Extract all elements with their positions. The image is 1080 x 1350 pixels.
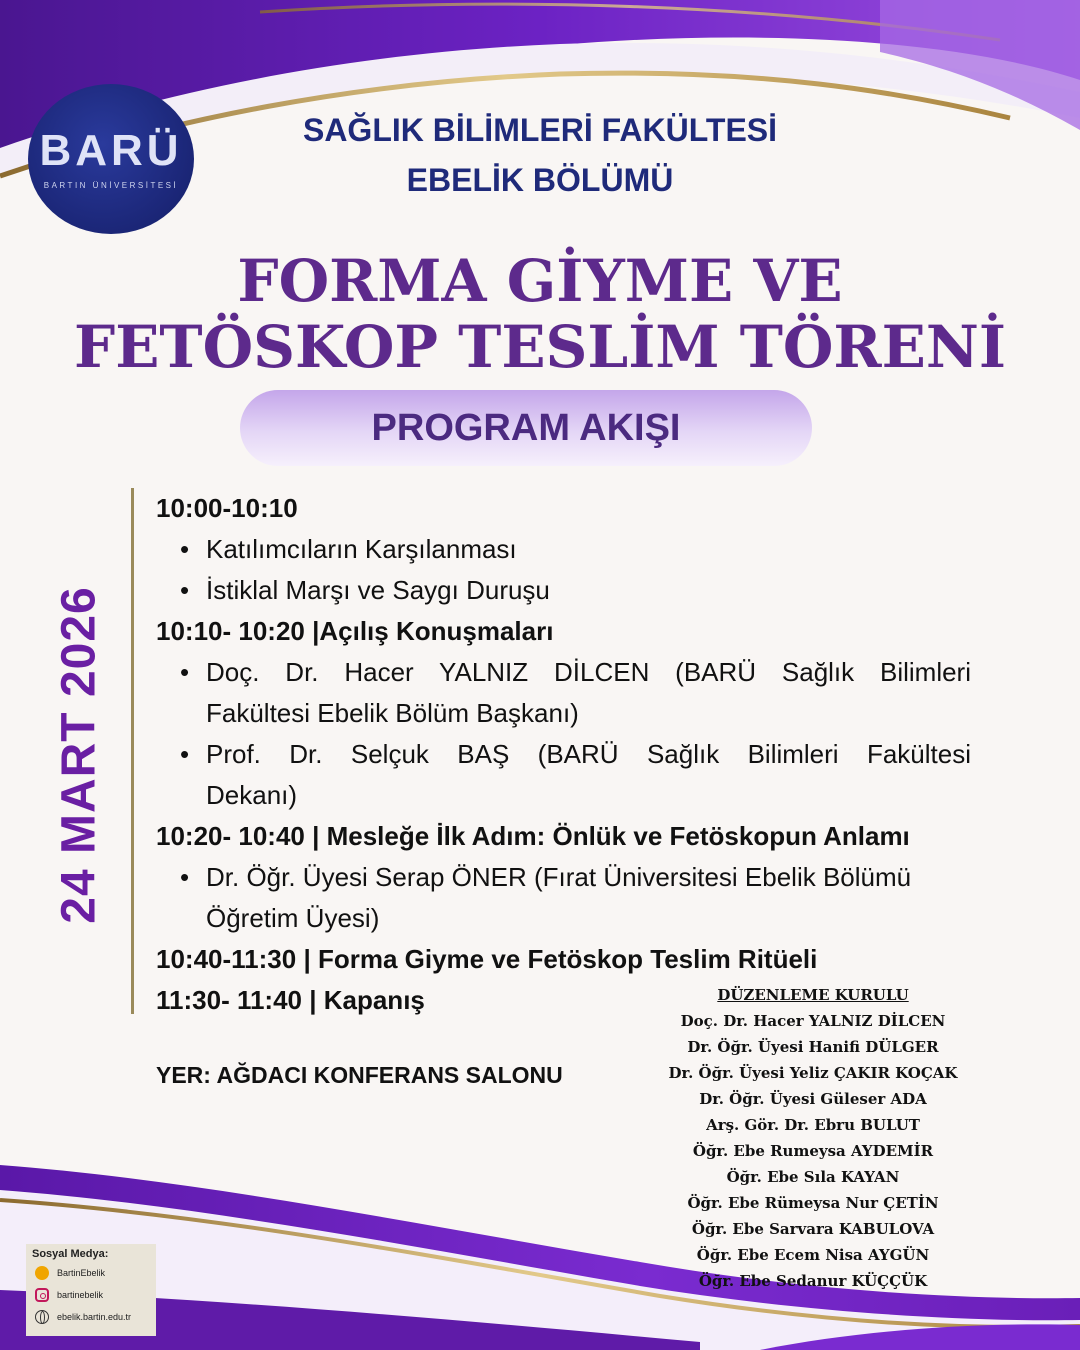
committee-member: Arş. Gör. Dr. Ebru BULUT [706, 1116, 920, 1134]
schedule-item [156, 652, 971, 693]
committee-member: Öğr. Ebe Ecem Nisa AYGÜN [696, 1246, 930, 1264]
schedule-item-text: Doç. Dr. Hacer YALNIZ DİLCEN (BARÜ Sağlık Bilimleri [206, 657, 971, 687]
event-date: 24 MART 2026 [52, 586, 106, 924]
program-flow-banner [240, 390, 812, 466]
schedule-item-continuation: Dekanı) [206, 780, 298, 810]
schedule-item-continuation: Fakültesi Ebelik Bölüm Başkanı) [206, 698, 579, 728]
schedule-heading: 11:30- 11:40 | Kapanış [156, 985, 425, 1015]
committee-member: Öğr. Ebe Rümeysa Nur ÇETİN [687, 1194, 939, 1212]
schedule-heading: 10:20- 10:40 | Mesleğe İlk Adım: Önlük ve Fetöskopun Anlamı [156, 821, 910, 851]
twitter-icon [35, 1266, 49, 1280]
schedule-time: 10:00-10:10 [156, 493, 298, 523]
program-flow-label: PROGRAM AKIŞI [371, 406, 681, 449]
committee-member: Dr. Öğr. Üyesi Hanifi DÜLGER [687, 1038, 939, 1056]
social-media-box [26, 1244, 156, 1336]
schedule-heading: 10:40-11:30 | Forma Giyme ve Fetöskop Teslim Ritüeli [156, 944, 818, 974]
organizing-committee [650, 982, 976, 1294]
twitter-link[interactable] [26, 1262, 156, 1284]
committee-member: Öğr. Ebe Sıla KAYAN [726, 1168, 900, 1186]
schedule-item [156, 570, 971, 611]
schedule-item [156, 529, 971, 570]
schedule-item-text: İstiklal Marşı ve Saygı Duruşu [206, 575, 550, 605]
schedule-item [156, 857, 971, 898]
university-logo [28, 84, 194, 234]
committee-title: DÜZENLEME KURULU [717, 986, 909, 1004]
bullet-icon: • [180, 534, 190, 564]
schedule-item-text: Katılımcıların Karşılanması [206, 534, 517, 564]
schedule-heading: 10:10- 10:20 |Açılış Konuşmaları [156, 616, 554, 646]
venue-label: YER: AĞDACI KONFERANS SALONU [156, 1062, 563, 1088]
program-schedule [156, 488, 971, 1021]
bullet-icon: • [180, 739, 190, 769]
event-title-line2: FETÖSKOP TESLİM TÖRENİ [74, 313, 1006, 381]
committee-member: Öğr. Ebe Rumeysa AYDEMİR [692, 1142, 934, 1160]
instagram-link[interactable] [26, 1284, 156, 1306]
website-url: ebelik.bartin.edu.tr [57, 1312, 132, 1322]
twitter-handle: BartinEbelik [57, 1268, 106, 1278]
committee-member: Doç. Dr. Hacer YALNIZ DİLCEN [680, 1012, 946, 1030]
faculty-name: SAĞLIK BİLİMLERİ FAKÜLTESİ [302, 112, 778, 148]
logo-subtitle: BARTIN ÜNİVERSİTESİ [43, 180, 179, 190]
instagram-icon [35, 1288, 49, 1302]
committee-member: Dr. Öğr. Üyesi Yeliz ÇAKIR KOÇAK [668, 1064, 958, 1082]
logo-wordmark: BARÜ [39, 125, 183, 175]
committee-member: Öğr. Ebe Sedanur KÜÇÇÜK [698, 1272, 928, 1290]
globe-icon [35, 1310, 49, 1324]
schedule-item-continuation: Öğretim Üyesi) [206, 903, 380, 933]
bullet-icon: • [180, 862, 190, 892]
schedule-item-text: Dr. Öğr. Üyesi Serap ÖNER (Fırat Üniversitesi Ebelik Bölümü [206, 862, 912, 892]
social-media-title: Sosyal Medya: [32, 1248, 109, 1260]
schedule-item [156, 734, 971, 775]
website-link[interactable] [26, 1306, 156, 1328]
bullet-icon: • [180, 657, 190, 687]
committee-member: Dr. Öğr. Üyesi Güleser ADA [699, 1090, 927, 1108]
bullet-icon: • [180, 575, 190, 605]
event-title-line1: FORMA GİYME VE [237, 247, 843, 315]
instagram-handle: bartinebelik [57, 1290, 104, 1300]
committee-member: Öğr. Ebe Sarvara KABULOVA [691, 1220, 935, 1238]
schedule-item-text: Prof. Dr. Selçuk BAŞ (BARÜ Sağlık Bilimleri Fakültesi [206, 739, 971, 769]
department-name: EBELİK BÖLÜMÜ [406, 162, 674, 198]
program-divider-line [131, 488, 134, 1014]
